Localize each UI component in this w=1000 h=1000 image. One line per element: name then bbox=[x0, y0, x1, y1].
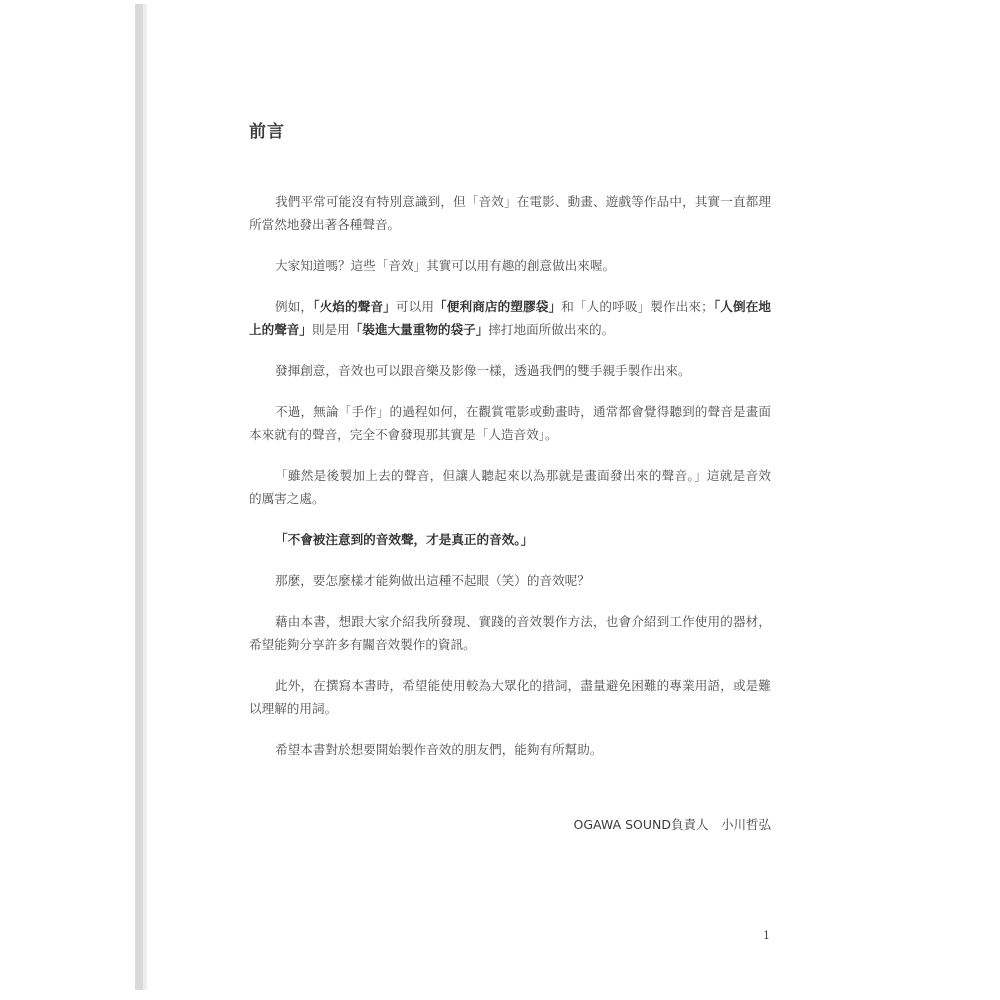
paragraph-text: 藉由本書，想跟大家介紹我所發現、實踐的音效製作方法，也會介紹到工作使用的器材，希望能夠分享許多有關音效製作的資訊。 bbox=[249, 614, 771, 652]
paragraph-text: 例如， bbox=[275, 299, 314, 314]
paragraph-text: 大家知道嗎？這些「音效」其實可以用有趣的創意做出來喔。 bbox=[275, 258, 616, 273]
paragraph-10 bbox=[249, 674, 771, 720]
paragraph-text: 我們平常可能沒有特別意識到，但「音效」在電影、動畫、遊戲等作品中，其實一直都理所當然地發出著各種聲音。 bbox=[249, 194, 771, 232]
paragraph-11 bbox=[249, 738, 771, 761]
paragraph-text: 那麼，要怎麼樣才能夠做出這種不起眼（笑）的音效呢？ bbox=[275, 573, 590, 588]
emphasis-text: 「裝進大量重物的袋子」 bbox=[349, 322, 489, 337]
paragraph-text: 可以用 bbox=[395, 299, 435, 314]
emphasis-text: 「便利商店的塑膠袋」 bbox=[434, 299, 562, 314]
paragraph-8 bbox=[249, 569, 771, 592]
emphasis-text: 「人倒在地上的聲音」 bbox=[249, 299, 772, 337]
paragraph-text: 此外，在撰寫本書時，希望能使用較為大眾化的措詞，盡量避免困難的專業用語，或是難以理解的用詞。 bbox=[249, 678, 771, 716]
paragraph-5 bbox=[249, 400, 771, 446]
paragraph-text: 和「人的呼吸」製作出來； bbox=[561, 299, 714, 314]
author-signature: OGAWA SOUND負責人 小川哲弘 bbox=[573, 817, 771, 832]
paragraph-6 bbox=[249, 464, 771, 510]
paragraph-7-quote bbox=[249, 528, 771, 551]
paragraph-text: 希望本書對於想要開始製作音效的朋友們，能夠有所幫助。 bbox=[275, 742, 603, 757]
body-text bbox=[249, 190, 771, 779]
paragraph-3 bbox=[249, 295, 771, 341]
paragraph-4 bbox=[249, 359, 771, 382]
paragraph-text: 「雖然是後製加上去的聲音，但讓人聽起來以為那就是畫面發出來的聲音。」這就是音效的厲害之處。 bbox=[249, 468, 771, 506]
paragraph-2 bbox=[249, 254, 771, 277]
paragraph-1 bbox=[249, 190, 771, 236]
emphasis-text: 「不會被注意到的音效聲，才是真正的音效。」 bbox=[275, 532, 534, 547]
page-edge-shadow bbox=[135, 4, 143, 990]
paragraph-text: 則是用 bbox=[311, 322, 350, 337]
page-number: 1 bbox=[763, 929, 770, 942]
paragraph-text: 發揮創意，音效也可以跟音樂及影像一樣，透過我們的雙手親手製作出來。 bbox=[275, 363, 691, 378]
paragraph-text: 摔打地面所做出來的。 bbox=[488, 322, 615, 337]
paragraph-text: 不過，無論「手作」的過程如何，在觀賞電影或動畫時，通常都會覺得聽到的聲音是畫面本來就有的聲音，完全不會發現那其實是「人造音效」。 bbox=[249, 404, 771, 442]
page-title: 前言 bbox=[249, 122, 285, 142]
emphasis-text: 「火焰的聲音」 bbox=[313, 299, 396, 314]
paragraph-9 bbox=[249, 610, 771, 656]
